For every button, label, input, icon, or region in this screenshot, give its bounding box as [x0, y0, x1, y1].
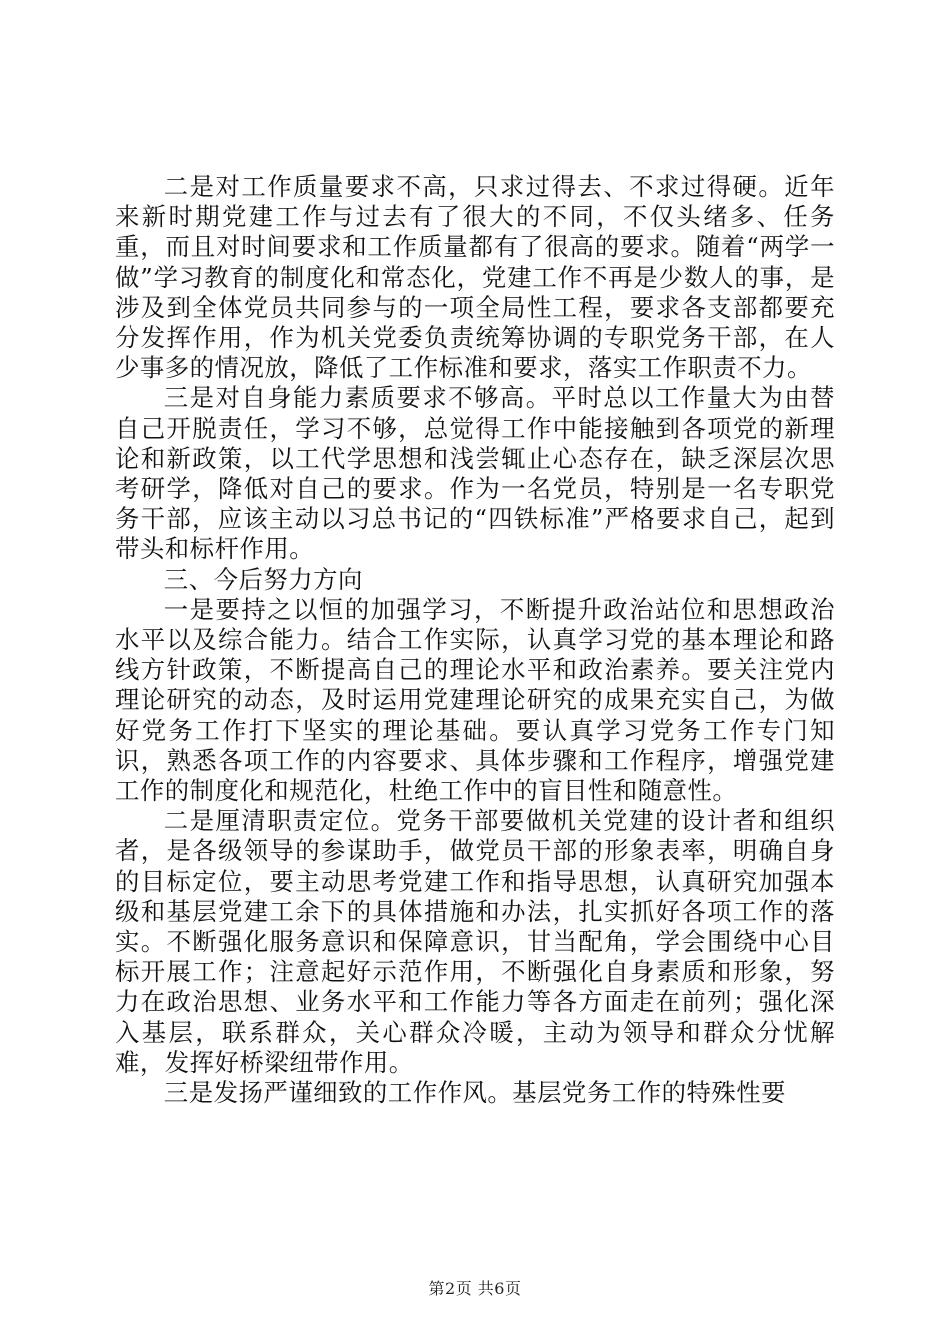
paragraph: 一是要持之以恒的加强学习，不断提升政治站位和思想政治水平以及综合能力。结合工作实际，认真学习党的基本理论和路线方针政策，不断提高自己的理论水平和政治素养。要关注党内理论研究的动态，及时运用党建理论研究的成果充实自己，为做好党务工作打下坚实的理论基础。要认真学习党务工作专门知识，熟悉各项工作的内容要求、具体步骤和工作程序，增强党建工作的制度化和规范化，杜绝工作中的盲目性和随意性。 [115, 594, 835, 806]
section-heading: 三、今后努力方向 [163, 564, 363, 594]
page-number: 第2页 共6页 [428, 1279, 522, 1298]
document-body [115, 172, 835, 1108]
paragraph: 三是对自身能力素质要求不够高。平时总以工作量大为由替自己开脱责任，学习不够，总觉得工作中能接触到各项党的新理论和新政策，以工代学思想和浅尝辄止心态存在，缺乏深层次思考研学，降低对自己的要求。作为一名党员，特别是一名专职党务干部，应该主动以习总书记的“四铁标准”严格要求自己，起到带头和标杆作用。 [115, 383, 835, 564]
paragraph: 三是发扬严谨细致的工作作风。基层党务工作的特殊性要 [163, 1078, 787, 1108]
paragraph: 二是对工作质量要求不高，只求过得去、不求过得硬。近年来新时期党建工作与过去有了很大的不同，不仅头绪多、任务重，而且对时间要求和工作质量都有了很高的要求。随着“两学一做”学习教育的制度化和常态化，党建工作不再是少数人的事，是涉及到全体党员共同参与的一项全局性工程，要求各支部都要充分发挥作用，作为机关党委负责统筹协调的专职党务干部，在人少事多的情况放，降低了工作标准和要求，落实工作职责不力。 [115, 172, 835, 383]
paragraph: 二是厘清职责定位。党务干部要做机关党建的设计者和组织者，是各级领导的参谋助手，做党员干部的形象表率，明确自身的目标定位，要主动思考党建工作和指导思想，认真研究加强本级和基层党建工余下的具体措施和办法，扎实抓好各项工作的落实。不断强化服务意识和保障意识，甘当配角，学会围绕中心目标开展工作；注意起好示范作用，不断强化自身素质和形象，努力在政治思想、业务水平和工作能力等各方面走在前列；强化深入基层，联系群众，关心群众冷暖，主动为领导和群众分忧解难，发挥好桥梁纽带作用。 [115, 806, 835, 1077]
